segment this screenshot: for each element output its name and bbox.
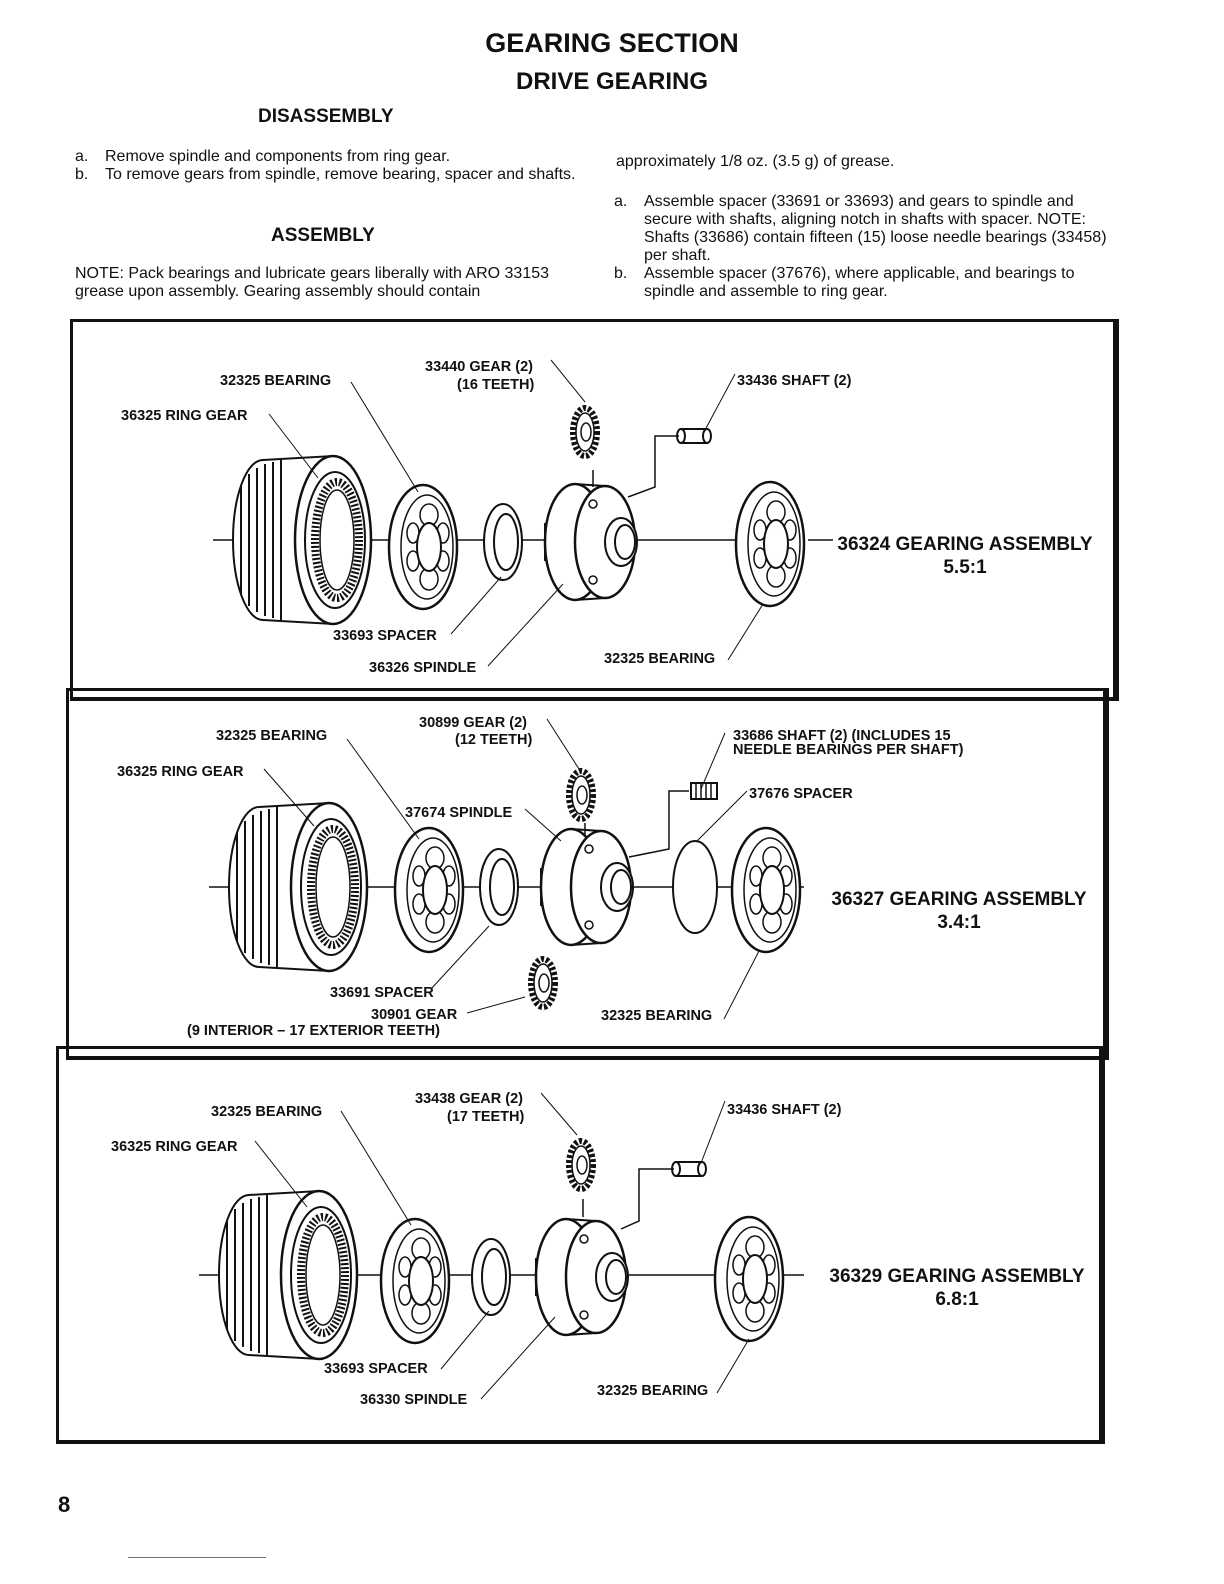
assembly-label-36327: 36327 GEARING ASSEMBLY 3.4:1	[831, 889, 1087, 933]
gearing-panel-36327	[66, 688, 1109, 1060]
leader-shaft	[705, 374, 735, 430]
callout-lower-gear: 30901 GEAR	[371, 1007, 458, 1023]
callout-shaft: 33436 SHAFT (2)	[737, 373, 852, 389]
leader-spacer	[451, 577, 501, 634]
bearing-right-drawing	[715, 1217, 783, 1341]
spacer-drawing	[472, 1239, 510, 1315]
leader-spindle	[525, 809, 561, 841]
leader-shaft	[701, 733, 725, 789]
callout-ring-gear: 36325 RING GEAR	[117, 764, 244, 780]
leader-bearing-left	[347, 739, 419, 839]
assembly-note: NOTE: Pack bearings and lubricate gears liberally with ARO 33153 grease upon assembly. Gearing assembly should contain	[75, 265, 550, 300]
gear-drawing	[569, 1141, 593, 1189]
shaft-path	[628, 436, 679, 497]
ring-gear-drawing	[233, 456, 371, 624]
spacer-drawing	[484, 504, 522, 580]
assembly-label-36324: 36324 GEARING ASSEMBLY 5.5:1	[837, 534, 1093, 578]
callout-gear-teeth: (17 TEETH)	[447, 1109, 525, 1125]
leader-lower-gear	[467, 997, 525, 1013]
bearing-right-drawing	[732, 828, 800, 952]
shaft-path	[621, 1169, 674, 1229]
leader-bearing-right	[724, 951, 759, 1019]
callout-spacer: 33693 SPACER	[333, 628, 437, 644]
spindle-drawing	[541, 829, 633, 945]
footer-rule	[128, 1557, 266, 1558]
spindle-drawing	[536, 1219, 628, 1335]
leader-spindle	[481, 1317, 555, 1399]
callout-lower-gear-teeth: (9 INTERIOR – 17 EXTERIOR TEETH)	[187, 1023, 440, 1039]
callout-bearing-right: 32325 BEARING	[597, 1383, 709, 1399]
gear-drawing	[573, 408, 597, 456]
leader-gear	[551, 360, 585, 402]
gearing-panel-36324	[70, 319, 1119, 701]
page-number: 8	[58, 1492, 71, 1517]
bearing-left-drawing	[381, 1219, 449, 1343]
spindle-drawing	[545, 484, 637, 600]
callout-spindle: 36330 SPINDLE	[360, 1392, 468, 1408]
leader-spindle	[488, 584, 563, 666]
gearing-panel-36329	[56, 1046, 1105, 1444]
callout-spindle: 37674 SPINDLE	[405, 805, 513, 821]
callout-spacer-right: 37676 SPACER	[749, 786, 853, 802]
callout-gear-teeth: (12 TEETH)	[455, 732, 533, 748]
callout-bearing-left: 32325 BEARING	[216, 728, 328, 744]
callout-bearing-right: 32325 BEARING	[604, 651, 716, 667]
shaft-drawing	[677, 429, 711, 443]
spacer-drawing	[480, 849, 518, 925]
callout-gear: 33440 GEAR (2)	[425, 359, 533, 375]
bearing-left-drawing	[395, 828, 463, 952]
callout-shaft: 33686 SHAFT (2) (INCLUDES 15	[733, 728, 951, 744]
bearing-right-drawing	[736, 482, 804, 606]
shaft-path	[629, 791, 689, 857]
leader-bearing-right	[717, 1339, 749, 1393]
disassembly-step-b: b. To remove gears from spindle, remove bearing, spacer and shafts.	[75, 166, 576, 183]
callout-ring-gear: 36325 RING GEAR	[121, 408, 248, 424]
needle-shaft-drawing	[691, 783, 717, 799]
disassembly-heading: DISASSEMBLY	[258, 106, 394, 127]
assembly-note-continued: approximately 1/8 oz. (3.5 g) of grease.	[616, 153, 895, 170]
callout-spacer: 33691 SPACER	[330, 985, 434, 1001]
section-title: GEARING SECTION	[485, 28, 739, 58]
leader-bearing-right	[728, 604, 763, 660]
lower-gear-drawing	[531, 959, 555, 1007]
shaft-drawing	[672, 1162, 706, 1176]
ring-gear-drawing	[219, 1191, 357, 1359]
assembly-step-a: a. Assemble spacer (33691 or 33693) and gears to spindle and secure with shafts, aligning notch in shafts with spacer. NOTE: Shafts (33686) contain fifteen (15) loose needle bearings (33458) per shaft.	[614, 193, 1107, 264]
callout-gear: 30899 GEAR (2)	[419, 715, 527, 731]
ring-gear-drawing	[229, 803, 367, 971]
bearing-left-drawing	[389, 485, 457, 609]
callout-spacer: 33693 SPACER	[324, 1361, 428, 1377]
subtitle: DRIVE GEARING	[515, 68, 709, 95]
assembly-label-36329: 36329 GEARING ASSEMBLY 6.8:1	[829, 1266, 1085, 1310]
leader-shaft	[701, 1101, 725, 1163]
callout-bearing-left: 32325 BEARING	[220, 373, 332, 389]
leader-bearing-left	[351, 382, 418, 492]
callout-bearing-left: 32325 BEARING	[211, 1104, 323, 1120]
callout-shaft-line-2: NEEDLE BEARINGS PER SHAFT)	[733, 742, 964, 758]
callout-shaft: 33436 SHAFT (2)	[727, 1102, 842, 1118]
leader-bearing-left	[341, 1111, 411, 1225]
leader-gear	[547, 719, 579, 769]
spacer-right-drawing	[673, 841, 717, 933]
disassembly-step-a: a. Remove spindle and components from ring gear.	[75, 148, 451, 165]
leader-spacer	[441, 1311, 489, 1369]
disassembly-steps	[75, 148, 595, 184]
callout-bearing-right: 32325 BEARING	[601, 1008, 713, 1024]
callout-spindle: 36326 SPINDLE	[369, 660, 477, 676]
callout-ring-gear: 36325 RING GEAR	[111, 1139, 238, 1155]
assembly-heading: ASSEMBLY	[271, 225, 375, 246]
callout-gear-teeth: (16 TEETH)	[457, 377, 535, 393]
gear-drawing	[569, 771, 593, 819]
assembly-step-b: b. Assemble spacer (37676), where applicable, and bearings to spindle and assemble to ring gear.	[614, 265, 1075, 300]
callout-gear: 33438 GEAR (2)	[415, 1091, 523, 1107]
leader-gear	[541, 1093, 577, 1135]
assembly-steps	[614, 193, 1124, 301]
